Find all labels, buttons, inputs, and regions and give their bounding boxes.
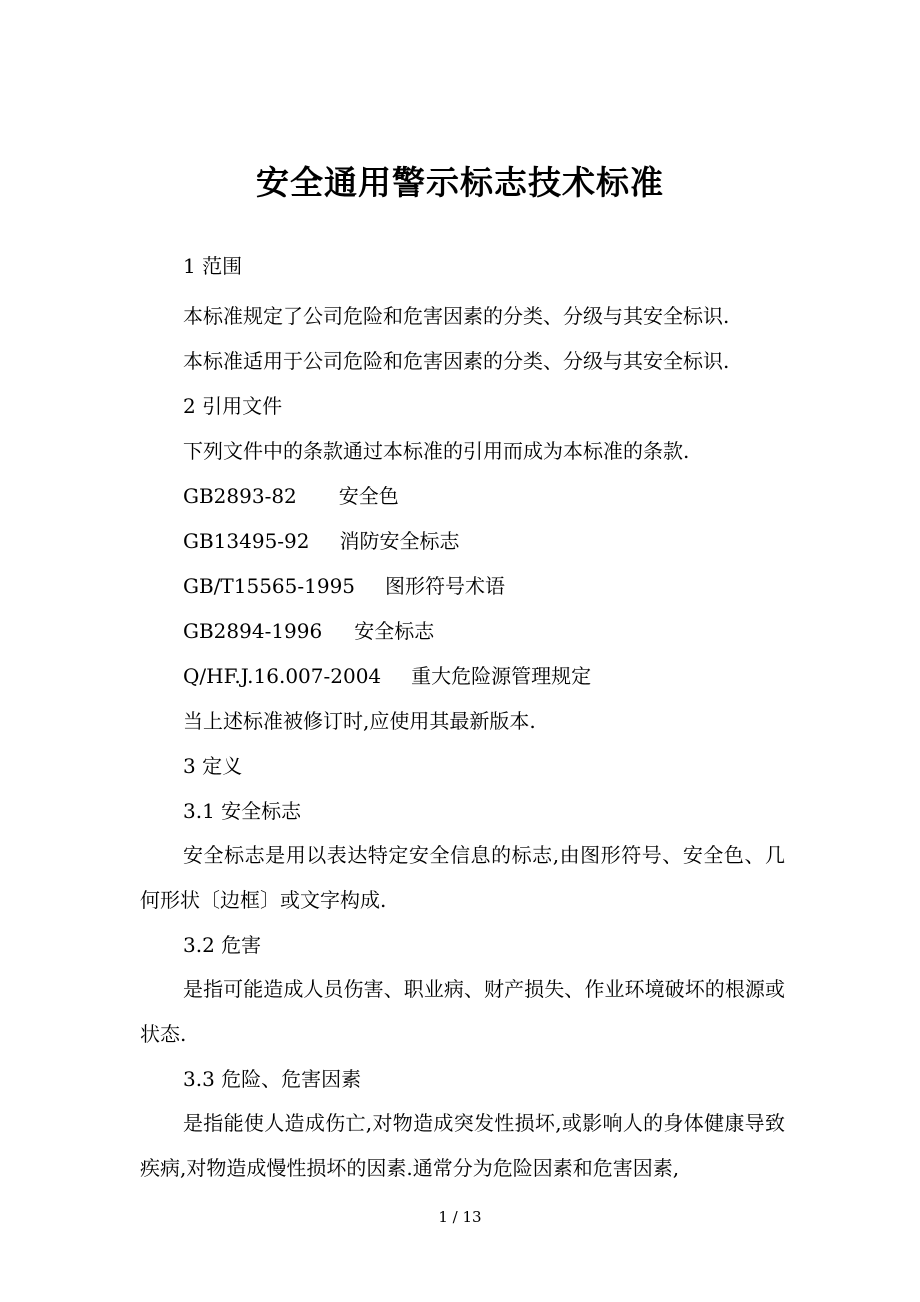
reference-name: 重大危险源管理规定 (411, 664, 592, 688)
reference-name: 安全标志 (354, 619, 435, 643)
definition-heading-3-1: 3.1 安全标志 (183, 799, 302, 823)
scope-paragraph-2: 本标准适用于公司危险和危害因素的分类、分级与其安全标识. (183, 349, 730, 373)
definition-text-3-3: 是指能使人造成伤亡,对物造成突发性损坏,或影响人的身体健康导致疾病,对物造成慢性损坏的因素.通常分为危险因素和危害因素, (140, 1111, 785, 1180)
references-note: 当上述标准被修订时,应使用其最新版本. (183, 709, 536, 733)
reference-code: GB2894-1996 (183, 619, 323, 643)
page-number: 1 / 13 (438, 1208, 482, 1226)
document-title: 安全通用警示标志技术标准 (256, 163, 664, 202)
reference-code: GB2893-82 (183, 484, 297, 508)
definition-heading-3-3: 3.3 危险、危害因素 (183, 1067, 362, 1091)
section-heading-scope: 1 范围 (183, 254, 243, 278)
section-heading-references: 2 引用文件 (183, 394, 283, 418)
reference-name: 图形符号术语 (385, 574, 506, 598)
section-heading-definitions: 3 定义 (183, 754, 243, 778)
references-intro: 下列文件中的条款通过本标准的引用而成为本标准的条款. (183, 439, 690, 463)
reference-code: GB/T15565-1995 (183, 574, 356, 598)
reference-name: 消防安全标志 (339, 529, 460, 553)
reference-item (183, 572, 505, 600)
reference-code: Q/HF.J.16.007-2004 (183, 664, 382, 688)
definition-heading-3-2: 3.2 危害 (183, 933, 262, 957)
reference-item (183, 482, 399, 510)
scope-paragraph-1: 本标准规定了公司危险和危害因素的分类、分级与其安全标识. (183, 304, 730, 328)
reference-code: GB13495-92 (183, 529, 310, 553)
reference-item (183, 527, 460, 555)
definition-text-3-2: 是指可能造成人员伤害、职业病、财产损失、作业环境破坏的根源或状态. (140, 977, 785, 1046)
reference-name: 安全色 (338, 484, 399, 508)
reference-item (183, 617, 434, 645)
reference-item (183, 662, 591, 690)
definition-text-3-1: 安全标志是用以表达特定安全信息的标志,由图形符号、安全色、几何形状〔边框〕或文字构成. (140, 843, 785, 912)
